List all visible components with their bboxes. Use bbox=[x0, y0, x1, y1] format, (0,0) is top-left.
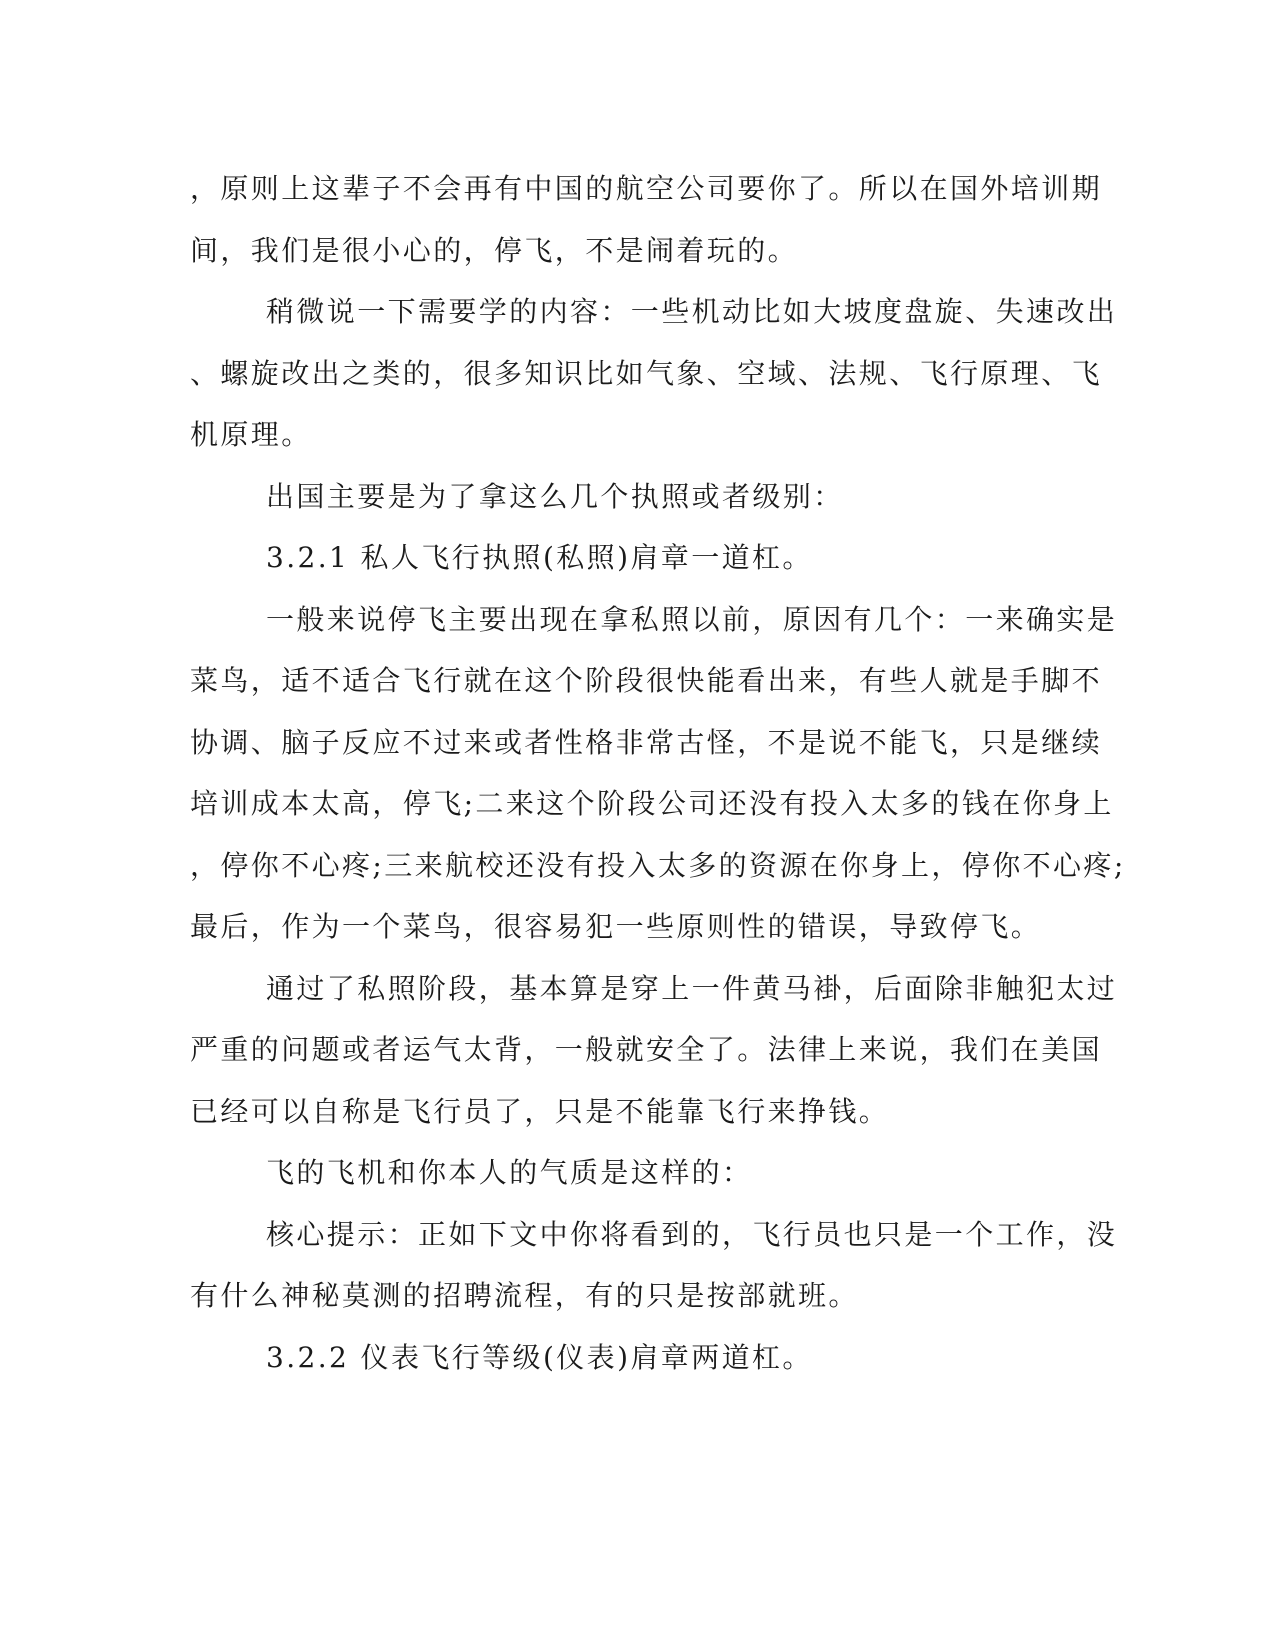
text-line: 机原理。 bbox=[190, 418, 312, 451]
text-line: 出国主要是为了拿这么几个执照或者级别： bbox=[266, 479, 844, 513]
paragraph bbox=[190, 466, 1070, 528]
paragraph bbox=[190, 589, 1126, 958]
text-line: 一般来说停飞主要出现在拿私照以前，原因有几个：一来确实是 bbox=[266, 602, 1118, 636]
text-line: 飞的飞机和你本人的气质是这样的： bbox=[266, 1156, 753, 1189]
text-line: 菜鸟，适不适合飞行就在这个阶段很快能看出来，有些人就是手脚不 bbox=[190, 664, 1103, 697]
paragraph bbox=[190, 158, 1103, 281]
text-line: 协调、脑子反应不过来或者性格非常古怪，不是说不能飞，只是继续 bbox=[190, 725, 1103, 759]
text-line: 间，我们是很小心的，停飞，不是闹着玩的。 bbox=[190, 233, 799, 267]
text-line: 严重的问题或者运气太背，一般就安全了。法律上来说，我们在美国 bbox=[190, 1033, 1103, 1066]
text-line: 最后，作为一个菜鸟，很容易犯一些原则性的错误，导致停飞。 bbox=[190, 910, 1042, 943]
text-line: 通过了私照阶段，基本算是穿上一件黄马褂，后面除非触犯太过 bbox=[266, 971, 1118, 1005]
text-line: 、螺旋改出之类的，很多知识比如气象、空域、法规、飞行原理、飞 bbox=[190, 356, 1103, 390]
text-line: 培训成本太高，停飞;二来这个阶段公司还没有投入太多的钱在你身上 bbox=[190, 787, 1114, 820]
paragraph bbox=[190, 281, 1118, 466]
text-line: 稍微说一下需要学的内容：一些机动比如大坡度盘旋、失速改出 bbox=[266, 295, 1118, 328]
text-line: ，原则上这辈子不会再有中国的航空公司要你了。所以在国外培训期 bbox=[190, 172, 1103, 205]
text-line: 3.2.2 仪表飞行等级(仪表)肩章两道杠。 bbox=[266, 1340, 813, 1374]
paragraph bbox=[190, 1142, 1070, 1204]
section-heading bbox=[190, 1327, 1070, 1389]
document-body bbox=[190, 158, 1126, 1388]
text-line: 有什么神秘莫测的招聘流程，有的只是按部就班。 bbox=[190, 1279, 859, 1312]
text-line: ，停你不心疼;三来航校还没有投入太多的资源在你身上，停你不心疼; bbox=[190, 848, 1126, 882]
section-heading bbox=[190, 527, 1070, 589]
paragraph bbox=[190, 1204, 1118, 1327]
text-line: 核心提示：正如下文中你将看到的，飞行员也只是一个工作，没 bbox=[266, 1217, 1118, 1251]
text-line: 3.2.1 私人飞行执照(私照)肩章一道杠。 bbox=[266, 541, 813, 574]
paragraph bbox=[190, 958, 1118, 1143]
text-line: 已经可以自称是飞行员了，只是不能靠飞行来挣钱。 bbox=[190, 1094, 890, 1128]
